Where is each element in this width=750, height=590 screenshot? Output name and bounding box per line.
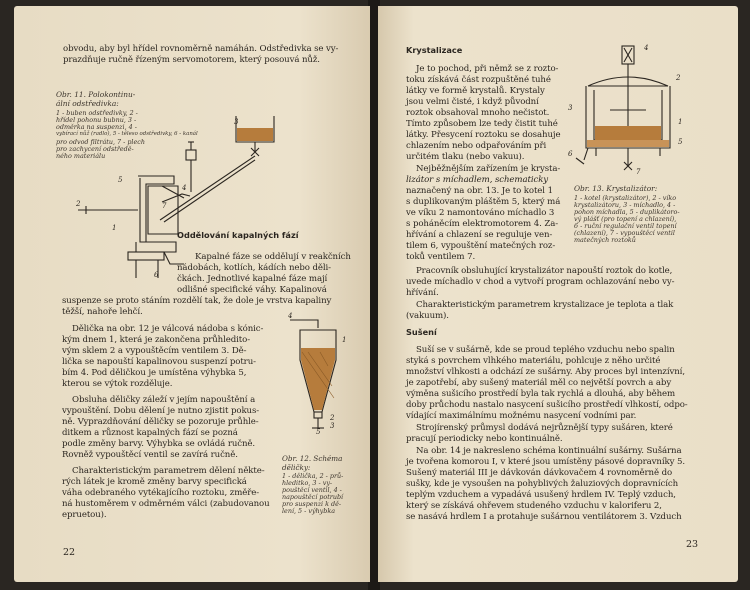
intro-line: obvodu, aby byl hřídel rovnoměrně namáhán. Odstředivka se vy- [63, 44, 339, 54]
prac-line: uvede míchadlo v chod a vytvoří program ochlazování nebo vy- [406, 277, 675, 287]
param-line: Charakteristickým parametrem krystalizace je teplota a tlak [416, 300, 674, 310]
fig13-label: 2 [676, 74, 681, 82]
kryst-line: látky. Přesycení roztoku se dosahuje [406, 130, 561, 140]
section-line: Kapalné fáze se oddělují v reakčních [195, 252, 351, 262]
fig13-label: 4 [644, 44, 649, 52]
fig13-caption-line: (chlazení), 7 - vypouštěcí ventil [574, 229, 675, 237]
fig11-label: 4 [182, 184, 187, 192]
suseni-line: doby průchodu nastalo nasycení sušicího prostředí vlhkostí, odpo- [406, 400, 688, 410]
suseni-line: výměna sušicího prostředí byla tak rychlá a dlouhá, aby během [406, 389, 676, 399]
kryst-line: s duplikovaným pláštěm 5, který má [406, 197, 561, 207]
fig11-caption-title: ální odstředivka: [56, 99, 119, 108]
fig13-caption-line: pohon míchadla, 5 - duplikátoro- [574, 208, 680, 216]
char-line: váha odebraného vytékajícího roztoku, změře- [62, 488, 260, 498]
kryst-line: hřívání a chlazení se reguluje ven- [406, 230, 553, 240]
char-line: ná hustoměrem v odměrném válci (zabudovanou [62, 499, 270, 509]
kryst-line: toků ventilem 7. [406, 252, 476, 262]
fig11-caption-line: vybírací nůž (radlo), 5 - těleso odstředivky, 6 - kanál [56, 131, 198, 137]
suseni-line: se nasává hrdlem I a protahuje sušárnou ventilátorem 3. Vzduch [406, 512, 682, 522]
section-heading: Sušení [406, 327, 437, 337]
fig13-caption-line: matečných roztoků [574, 236, 636, 244]
kryst-line: Nejběžnějším zařízením je krysta- [416, 164, 561, 174]
section-heading: Krystalizace [406, 45, 463, 55]
prac-line: hřívání. [406, 288, 439, 298]
fig12-label: 4 [288, 312, 293, 320]
suseni-line: Na obr. 14 je nakresleno schéma kontinuální sušárny. Sušárna [416, 446, 682, 456]
kryst-line: lizátor s míchadlem, schematicky [406, 175, 549, 185]
section-line: suspenze se proto stáním rozdělí tak, že dole je vrstva kapaliny [62, 296, 332, 306]
suseni-line: Strojírenský průmysl dodává nejrůznější typy sušáren, které [416, 423, 673, 433]
fig11-label: 7 [162, 202, 167, 210]
fig12-caption-line: lení, 5 - výhybka [282, 507, 336, 515]
fig11-caption-line: pro odvod filtrátu, 7 - plech [56, 138, 145, 146]
char-line: rých látek je kromě změny barvy specifická [62, 477, 247, 487]
suseni-line: je zapotřebí, aby sušený materiál měl co největší povrch a aby [406, 378, 672, 388]
delicka-line: Dělička na obr. 12 je válcová nádoba s kónic- [72, 324, 264, 334]
section-line: čkách. Jednotlivé kapalné fáze mají [177, 274, 328, 284]
delicka-line: kým dnem 1, která je zakončena průhledito- [62, 335, 251, 345]
suseni-line: styká s povrchem vlhkého materiálu, pohlcuje z něho určité [406, 356, 661, 366]
suseni-line: vídající maximálnímu možnému nasycení vodními par. [406, 411, 637, 421]
suseni-line: který se získává ohřevem studeného vzduchu v kaloriferu 2, [406, 501, 662, 511]
obsluha-line: Obsluha děličky záleží v jejím napouštění a [72, 395, 256, 405]
kryst-line: látky ve formě krystalů. Krystaly [406, 86, 545, 96]
fig11-label: 2 [76, 200, 81, 208]
kryst-line: Tímto způsobem lze tedy čistit tuhé [406, 119, 558, 129]
suseni-line: množství vlhkosti a odchází ze sušárny. Aby proces byl intenzívní, [406, 367, 685, 377]
fig13-caption-line: 6 - ruční regulační ventil topení [574, 222, 677, 230]
intro-line: prazdňuje ručně řízeným servomotorem, který posouvá nůž. [63, 55, 320, 65]
fig11-caption-line: odměrka na suspenzi, 4 - [56, 123, 137, 131]
kryst-line: roztok obsahoval mnoho nečistot. [406, 108, 550, 118]
kryst-line: jsou velmi čisté, i když původní [406, 97, 539, 107]
obsluha-line: podle změny barvy. Výhybka se ovládá ručně. [62, 439, 256, 449]
fig12-caption-title: Obr. 12. Schéma [282, 454, 343, 463]
fig11-caption-title: Obr. 11. Polokontinu- [56, 90, 136, 99]
fig12-label: 2 [330, 414, 335, 422]
obsluha-line: Rovněž vypouštěcí ventil se zavírá ručně. [62, 450, 238, 460]
fig13-label: 7 [636, 168, 641, 176]
kryst-line: toku získává část rozpuštěné tuhé [406, 75, 551, 85]
fig12-caption-title: děličky: [282, 463, 311, 472]
obsluha-line: vypouštění. Dobu dělení je nutno zjistit pokus- [62, 406, 260, 416]
fig13-caption-line: 1 - kotel (krystalizátor), 2 - víko [574, 194, 677, 202]
suseni-line: je tvořena komorou I, v které jsou umístěny pásové dopravníky 5. [406, 457, 685, 467]
delicka-line: vým sklem 2 a vypouštěcím ventilem 3. Dě- [62, 346, 247, 356]
fig13-label: 5 [678, 138, 683, 146]
fig13-label: 1 [678, 118, 683, 126]
fig12-label: 3 [330, 422, 335, 430]
fig12-caption-line: pro suspenzi k dě- [282, 500, 342, 508]
fig12-caption-line: napouštěcí potrubí [282, 493, 344, 501]
fig11-label: 3 [234, 118, 239, 126]
fig11-label: 5 [118, 176, 123, 184]
fig11-caption-line: 1 - buben odstředivky, 2 - [56, 109, 138, 117]
fig12-label: 5 [316, 428, 321, 434]
fig12-caption-line: hleditko, 3 - vy- [282, 479, 333, 487]
kryst-line: ve víku 2 namontováno míchadlo 3 [406, 208, 555, 218]
suseni-line: teplým vzduchem a vypadává usušený hrdlem IV. Teplý vzduch, [406, 490, 676, 500]
delicka-line: lička se napouští kapalinovou suspenzí potru- [62, 357, 256, 367]
fig13-crystallizer-diagram [566, 40, 690, 176]
fig11-caption-line: pro zachycení odstředě- [56, 145, 134, 153]
delicka-line: bím 4. Pod děličkou je umístěna výhybka 5, [62, 368, 247, 378]
suseni-line: Sušený materiál III je dávkován dávkovačem 4 rovnoměrně do [406, 468, 673, 478]
param-line: (vakuum). [406, 311, 449, 321]
kryst-line: naznačený na obr. 13. Je to kotel 1 [406, 186, 553, 196]
kryst-line: chlazením nebo odpařováním při [406, 141, 547, 151]
obsluha-line: ně. Vyprazdňování děličky se pozoruje průhle- [62, 417, 259, 427]
fig12-caption-line: pouštěcí ventil, 4 - [282, 486, 342, 494]
kryst-line: určitém tlaku (nebo vakuu). [406, 152, 525, 162]
fig11-caption-line: ného materiálu [56, 152, 106, 160]
fig12-caption-line: 1 - dělička, 2 - prů- [282, 472, 344, 480]
section-line: těžší, nahoře lehčí. [62, 307, 143, 317]
suseni-line: sušky, kde je vysoušen na pohyblivých žaluziových dopravnících [406, 479, 679, 489]
fig11-caption-line: hřídel pohonu bubnu, 3 - [56, 116, 137, 124]
delicka-line: kterou se výtok rozděluje. [62, 379, 173, 389]
fig13-label: 3 [568, 104, 573, 112]
fig13-caption-line: krystalizátoru, 3 - míchadlo, 4 - [574, 201, 676, 209]
section-line: nádobách, kotlích, kádích nebo děli- [177, 263, 331, 273]
fig13-caption-line: vý plášť (pro topení a chlazení), [574, 215, 677, 223]
fig13-caption-title: Obr. 13. Krystalizátor: [574, 184, 658, 193]
suseni-line: pracují periodicky nebo kontinuálně. [406, 434, 563, 444]
section-line: odlišné specifické váhy. Kapalinová [177, 285, 327, 295]
right-page [378, 6, 738, 582]
kryst-line: tilem 6, vypouštění matečných roz- [406, 241, 556, 251]
prac-line: Pracovník obsluhující krystalizátor napouští roztok do kotle, [416, 266, 673, 276]
page-number: 22 [63, 547, 76, 558]
fig11-label: 6 [154, 271, 159, 279]
char-line: Charakteristickým parametrem dělení někte- [72, 466, 265, 476]
kryst-line: s poháněcím elektromotorem 4. Za- [406, 219, 559, 229]
section-heading: Oddělování kapalných fází [177, 230, 299, 240]
fig11-label: 1 [112, 224, 117, 232]
page-number: 23 [686, 539, 699, 550]
left-page [14, 6, 370, 582]
fig13-label: 6 [568, 150, 573, 158]
obsluha-line: ditkem a různost kapalných fází se pozná [62, 428, 238, 438]
fig12-label: 1 [342, 336, 347, 344]
suseni-line: Suší se v sušárně, kde se proud teplého vzduchu nebo spalin [416, 345, 675, 355]
kryst-line: Je to pochod, při němž se z rozto- [416, 64, 559, 74]
char-line: epruetou). [62, 510, 107, 520]
fig12-separator-diagram [286, 312, 362, 434]
